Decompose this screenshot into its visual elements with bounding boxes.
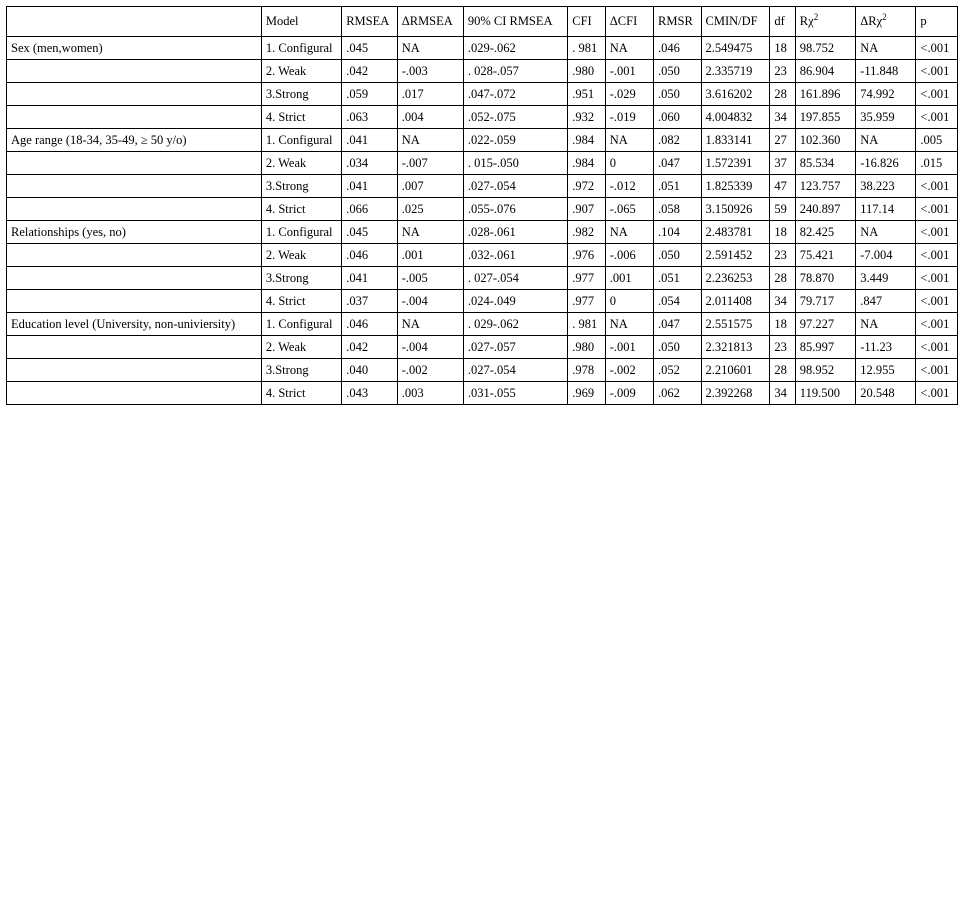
cell-rmsr: .050: [654, 244, 701, 267]
cell-cmin-df: 2.591452: [701, 244, 770, 267]
cell-cmin-df: 3.616202: [701, 83, 770, 106]
cell-cmin-df: 3.150926: [701, 198, 770, 221]
cell-rmsr: .050: [654, 336, 701, 359]
cell-cfi: . 981: [568, 313, 605, 336]
cell-rmsea: .045: [342, 37, 398, 60]
cell-rmsea: .042: [342, 60, 398, 83]
cell-rmsea: .043: [342, 382, 398, 405]
cell-rmsr: .062: [654, 382, 701, 405]
cell-delta-r-chi-squared: -11.848: [856, 60, 916, 83]
cell-model: 1. Configural: [261, 37, 341, 60]
cell-model: 1. Configural: [261, 313, 341, 336]
table-row: [7, 290, 958, 313]
cell-cfi: .907: [568, 198, 605, 221]
cell-p: <.001: [916, 60, 958, 83]
cell-delta-cfi: 0: [605, 152, 653, 175]
cell-p: <.001: [916, 221, 958, 244]
cell-cmin-df: 4.004832: [701, 106, 770, 129]
cell-delta-r-chi-squared: 74.992: [856, 83, 916, 106]
cell-delta-r-chi-squared: -16.826: [856, 152, 916, 175]
cell-delta-rmsea: .004: [397, 106, 463, 129]
cell-df: 23: [770, 336, 795, 359]
cell-r-chi-squared: 98.952: [795, 359, 855, 382]
cell-model: 3.Strong: [261, 359, 341, 382]
cell-cmin-df: 2.335719: [701, 60, 770, 83]
row-group-label: [7, 175, 262, 198]
table-row: [7, 382, 958, 405]
cell-ci-rmsea: .027-.054: [463, 359, 567, 382]
row-group-label: Age range (18-34, 35-49, ≥ 50 y/o): [7, 129, 262, 152]
cell-r-chi-squared: 98.752: [795, 37, 855, 60]
cell-rmsr: .050: [654, 83, 701, 106]
cell-delta-r-chi-squared: .847: [856, 290, 916, 313]
row-group-label: [7, 198, 262, 221]
cell-delta-cfi: -.065: [605, 198, 653, 221]
cell-p: <.001: [916, 382, 958, 405]
cell-model: 1. Configural: [261, 221, 341, 244]
row-group-label: Sex (men,women): [7, 37, 262, 60]
header-r-chi-squared-base: Rχ: [799, 14, 814, 29]
cell-cmin-df: 2.549475: [701, 37, 770, 60]
cell-delta-cfi: -.001: [605, 336, 653, 359]
cell-r-chi-squared: 82.425: [795, 221, 855, 244]
cell-model: 1. Configural: [261, 129, 341, 152]
cell-delta-r-chi-squared: NA: [856, 37, 916, 60]
cell-df: 18: [770, 37, 795, 60]
table-row: [7, 221, 958, 244]
header-r-chi-squared: [795, 7, 855, 37]
cell-ci-rmsea: .052-.075: [463, 106, 567, 129]
table-row: [7, 152, 958, 175]
cell-ci-rmsea: . 028-.057: [463, 60, 567, 83]
cell-cfi: .982: [568, 221, 605, 244]
cell-model: 4. Strict: [261, 198, 341, 221]
table-row: [7, 267, 958, 290]
cell-delta-rmsea: NA: [397, 129, 463, 152]
cell-r-chi-squared: 86.904: [795, 60, 855, 83]
cell-delta-rmsea: NA: [397, 313, 463, 336]
table-row: [7, 37, 958, 60]
row-group-label: [7, 60, 262, 83]
cell-p: <.001: [916, 244, 958, 267]
cell-cfi: .980: [568, 60, 605, 83]
cell-rmsr: .060: [654, 106, 701, 129]
header-ci-rmsea: 90% CI RMSEA: [463, 7, 567, 37]
table-header: [7, 7, 958, 37]
cell-rmsea: .066: [342, 198, 398, 221]
cell-r-chi-squared: 102.360: [795, 129, 855, 152]
cell-delta-cfi: NA: [605, 313, 653, 336]
row-group-label: [7, 290, 262, 313]
header-rmsea: RMSEA: [342, 7, 398, 37]
cell-ci-rmsea: . 015-.050: [463, 152, 567, 175]
table-row: [7, 359, 958, 382]
cell-cmin-df: 2.210601: [701, 359, 770, 382]
cell-model: 2. Weak: [261, 152, 341, 175]
cell-delta-r-chi-squared: -11.23: [856, 336, 916, 359]
cell-r-chi-squared: 161.896: [795, 83, 855, 106]
cell-rmsea: .037: [342, 290, 398, 313]
cell-rmsr: .047: [654, 152, 701, 175]
cell-df: 34: [770, 382, 795, 405]
header-model: Model: [261, 7, 341, 37]
cell-cmin-df: 2.551575: [701, 313, 770, 336]
cell-delta-r-chi-squared: 12.955: [856, 359, 916, 382]
row-group-label: [7, 106, 262, 129]
cell-p: <.001: [916, 198, 958, 221]
cell-cfi: .984: [568, 152, 605, 175]
cell-delta-cfi: NA: [605, 129, 653, 152]
row-group-label: [7, 382, 262, 405]
cell-delta-cfi: -.019: [605, 106, 653, 129]
cell-rmsea: .046: [342, 313, 398, 336]
table-body: [7, 37, 958, 405]
cell-p: <.001: [916, 83, 958, 106]
cell-delta-cfi: NA: [605, 37, 653, 60]
cell-delta-cfi: -.006: [605, 244, 653, 267]
table-row: [7, 129, 958, 152]
cell-delta-rmsea: -.004: [397, 290, 463, 313]
cell-delta-r-chi-squared: NA: [856, 313, 916, 336]
cell-delta-r-chi-squared: 3.449: [856, 267, 916, 290]
cell-df: 28: [770, 83, 795, 106]
cell-p: <.001: [916, 267, 958, 290]
row-group-label: [7, 359, 262, 382]
row-group-label: [7, 267, 262, 290]
cell-cfi: .977: [568, 267, 605, 290]
measurement-invariance-table: [6, 6, 958, 405]
table-row: [7, 313, 958, 336]
cell-rmsr: .046: [654, 37, 701, 60]
cell-rmsea: .046: [342, 244, 398, 267]
cell-cfi: .978: [568, 359, 605, 382]
cell-delta-rmsea: -.007: [397, 152, 463, 175]
cell-ci-rmsea: .031-.055: [463, 382, 567, 405]
cell-cmin-df: 2.483781: [701, 221, 770, 244]
cell-delta-cfi: -.029: [605, 83, 653, 106]
cell-delta-rmsea: .017: [397, 83, 463, 106]
row-group-label: [7, 336, 262, 359]
cell-delta-rmsea: -.005: [397, 267, 463, 290]
cell-delta-rmsea: -.003: [397, 60, 463, 83]
cell-r-chi-squared: 123.757: [795, 175, 855, 198]
table-container: [0, 0, 958, 405]
cell-rmsr: .052: [654, 359, 701, 382]
table-row: [7, 106, 958, 129]
cell-cmin-df: 1.825339: [701, 175, 770, 198]
cell-ci-rmsea: . 027-.054: [463, 267, 567, 290]
cell-p: <.001: [916, 313, 958, 336]
cell-cfi: .951: [568, 83, 605, 106]
cell-model: 3.Strong: [261, 175, 341, 198]
cell-r-chi-squared: 85.997: [795, 336, 855, 359]
header-delta-r-chi-squared-exponent: 2: [882, 12, 887, 23]
cell-delta-r-chi-squared: NA: [856, 221, 916, 244]
cell-delta-rmsea: .025: [397, 198, 463, 221]
table-row: [7, 244, 958, 267]
cell-p: .015: [916, 152, 958, 175]
cell-cfi: .972: [568, 175, 605, 198]
table-row: [7, 60, 958, 83]
header-df: df: [770, 7, 795, 37]
cell-delta-cfi: 0: [605, 290, 653, 313]
cell-delta-rmsea: -.004: [397, 336, 463, 359]
cell-r-chi-squared: 119.500: [795, 382, 855, 405]
row-group-label: [7, 83, 262, 106]
cell-cfi: .980: [568, 336, 605, 359]
cell-ci-rmsea: .028-.061: [463, 221, 567, 244]
cell-r-chi-squared: 79.717: [795, 290, 855, 313]
row-group-label: Education level (University, non-univiersity): [7, 313, 262, 336]
cell-p: <.001: [916, 175, 958, 198]
cell-delta-cfi: -.009: [605, 382, 653, 405]
cell-df: 59: [770, 198, 795, 221]
cell-rmsr: .047: [654, 313, 701, 336]
cell-model: 2. Weak: [261, 60, 341, 83]
cell-r-chi-squared: 85.534: [795, 152, 855, 175]
cell-rmsr: .050: [654, 60, 701, 83]
cell-rmsr: .058: [654, 198, 701, 221]
cell-rmsea: .059: [342, 83, 398, 106]
cell-ci-rmsea: .022-.059: [463, 129, 567, 152]
cell-rmsea: .045: [342, 221, 398, 244]
header-row: [7, 7, 958, 37]
cell-delta-cfi: .001: [605, 267, 653, 290]
cell-delta-cfi: -.001: [605, 60, 653, 83]
cell-ci-rmsea: .027-.057: [463, 336, 567, 359]
cell-r-chi-squared: 197.855: [795, 106, 855, 129]
cell-p: <.001: [916, 106, 958, 129]
cell-ci-rmsea: .024-.049: [463, 290, 567, 313]
header-cfi: CFI: [568, 7, 605, 37]
cell-r-chi-squared: 97.227: [795, 313, 855, 336]
cell-cmin-df: 2.011408: [701, 290, 770, 313]
cell-ci-rmsea: .032-.061: [463, 244, 567, 267]
header-delta-cfi: ΔCFI: [605, 7, 653, 37]
cell-model: 3.Strong: [261, 267, 341, 290]
cell-delta-rmsea: .001: [397, 244, 463, 267]
cell-ci-rmsea: .055-.076: [463, 198, 567, 221]
cell-delta-cfi: -.002: [605, 359, 653, 382]
row-group-label: [7, 152, 262, 175]
cell-r-chi-squared: 78.870: [795, 267, 855, 290]
cell-rmsr: .054: [654, 290, 701, 313]
table-row: [7, 83, 958, 106]
cell-delta-r-chi-squared: 20.548: [856, 382, 916, 405]
cell-rmsr: .104: [654, 221, 701, 244]
cell-rmsea: .041: [342, 267, 398, 290]
cell-delta-rmsea: NA: [397, 37, 463, 60]
cell-rmsea: .041: [342, 175, 398, 198]
cell-df: 18: [770, 221, 795, 244]
header-p: p: [916, 7, 958, 37]
cell-r-chi-squared: 240.897: [795, 198, 855, 221]
cell-df: 34: [770, 106, 795, 129]
cell-delta-r-chi-squared: 35.959: [856, 106, 916, 129]
row-group-label: Relationships (yes, no): [7, 221, 262, 244]
cell-cfi: .976: [568, 244, 605, 267]
cell-delta-cfi: -.012: [605, 175, 653, 198]
cell-delta-r-chi-squared: NA: [856, 129, 916, 152]
cell-model: 4. Strict: [261, 106, 341, 129]
cell-model: 3.Strong: [261, 83, 341, 106]
cell-cmin-df: 1.833141: [701, 129, 770, 152]
cell-delta-rmsea: .003: [397, 382, 463, 405]
cell-cfi: .969: [568, 382, 605, 405]
row-group-label: [7, 244, 262, 267]
cell-cfi: .932: [568, 106, 605, 129]
cell-p: <.001: [916, 336, 958, 359]
cell-cfi: .977: [568, 290, 605, 313]
cell-p: <.001: [916, 290, 958, 313]
header-r-chi-squared-exponent: 2: [813, 12, 819, 23]
header-rmsr: RMSR: [654, 7, 701, 37]
cell-delta-rmsea: NA: [397, 221, 463, 244]
cell-cmin-df: 2.321813: [701, 336, 770, 359]
cell-rmsr: .082: [654, 129, 701, 152]
header-group: [7, 7, 262, 37]
header-delta-r-chi-squared-base: ΔRχ: [860, 14, 883, 29]
cell-cfi: . 981: [568, 37, 605, 60]
cell-df: 34: [770, 290, 795, 313]
cell-model: 4. Strict: [261, 382, 341, 405]
cell-rmsr: .051: [654, 267, 701, 290]
cell-p: <.001: [916, 359, 958, 382]
cell-model: 2. Weak: [261, 336, 341, 359]
cell-p: <.001: [916, 37, 958, 60]
cell-rmsr: .051: [654, 175, 701, 198]
cell-delta-r-chi-squared: -7.004: [856, 244, 916, 267]
cell-delta-cfi: NA: [605, 221, 653, 244]
header-cmin-df: CMIN/DF: [701, 7, 770, 37]
cell-cfi: .984: [568, 129, 605, 152]
cell-cmin-df: 2.236253: [701, 267, 770, 290]
cell-rmsea: .040: [342, 359, 398, 382]
cell-cmin-df: 1.572391: [701, 152, 770, 175]
cell-ci-rmsea: .047-.072: [463, 83, 567, 106]
cell-rmsea: .041: [342, 129, 398, 152]
cell-delta-r-chi-squared: 117.14: [856, 198, 916, 221]
cell-ci-rmsea: .027-.054: [463, 175, 567, 198]
header-delta-rmsea: ΔRMSEA: [397, 7, 463, 37]
cell-rmsea: .042: [342, 336, 398, 359]
cell-df: 47: [770, 175, 795, 198]
cell-cmin-df: 2.392268: [701, 382, 770, 405]
cell-r-chi-squared: 75.421: [795, 244, 855, 267]
cell-df: 28: [770, 267, 795, 290]
cell-model: 4. Strict: [261, 290, 341, 313]
cell-ci-rmsea: .029-.062: [463, 37, 567, 60]
table-row: [7, 175, 958, 198]
table-row: [7, 198, 958, 221]
cell-rmsea: .063: [342, 106, 398, 129]
header-delta-r-chi-squared: [856, 7, 916, 37]
cell-rmsea: .034: [342, 152, 398, 175]
cell-delta-rmsea: .007: [397, 175, 463, 198]
cell-df: 18: [770, 313, 795, 336]
cell-p: .005: [916, 129, 958, 152]
cell-delta-rmsea: -.002: [397, 359, 463, 382]
cell-df: 28: [770, 359, 795, 382]
cell-model: 2. Weak: [261, 244, 341, 267]
cell-delta-r-chi-squared: 38.223: [856, 175, 916, 198]
table-row: [7, 336, 958, 359]
cell-df: 37: [770, 152, 795, 175]
cell-df: 27: [770, 129, 795, 152]
cell-df: 23: [770, 244, 795, 267]
cell-df: 23: [770, 60, 795, 83]
cell-ci-rmsea: . 029-.062: [463, 313, 567, 336]
